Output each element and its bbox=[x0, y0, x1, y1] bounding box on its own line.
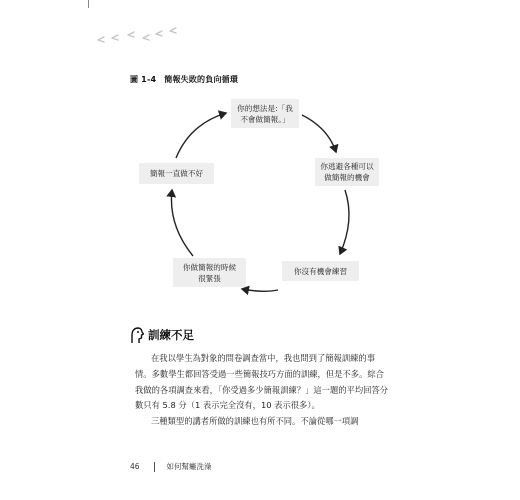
paragraph: 在我以學生為對象的問卷調查當中，我也問到了簡報訓練的事情。多數學生都回答受過一些簡報技巧方面的訓練，但是不多。綜合我做的各項調查來看，「你受過多少簡報訓練？」這一題的平均回答分數只有 5.8 分（1 表示完全沒有，10 表示很多）。 bbox=[135, 353, 389, 411]
arrow-avoid-to-no-practice bbox=[340, 190, 349, 254]
arrow-no-practice-to-nervous bbox=[242, 289, 278, 291]
figure-number: 圖 1-4 bbox=[130, 75, 157, 84]
cycle-node-no-practice: 你沒有機會練習 bbox=[282, 261, 359, 281]
cycle-node-avoid: 你逃避各種可以 做簡報的機會 bbox=[315, 158, 379, 186]
section-heading bbox=[128, 326, 194, 344]
book-title: 如何幫癱洗澡 bbox=[166, 462, 212, 471]
cycle-node-nervous: 你做簡報的時候 很緊張 bbox=[173, 258, 246, 287]
page-footer bbox=[130, 461, 212, 472]
bird-head-icon bbox=[128, 326, 144, 344]
section-title: 訓練不足 bbox=[148, 328, 194, 342]
figure-title: 簡報失敗的負向循環 bbox=[164, 75, 239, 84]
body-text bbox=[135, 351, 390, 430]
cycle-node-thought: 你的想法是:「我 不會做簡報。」 bbox=[231, 99, 299, 128]
cycle-node-bad: 簡報一直做不好 bbox=[139, 163, 214, 184]
page-number: 46 bbox=[130, 462, 140, 471]
arrow-thought-to-avoid bbox=[302, 115, 336, 152]
arrow-nervous-to-bad bbox=[171, 190, 193, 256]
paragraph: 三種類型的講者所做的訓練也有所不同。不論從哪一項調 bbox=[151, 416, 359, 427]
footer-divider bbox=[154, 462, 155, 472]
arrow-bad-to-thought bbox=[176, 113, 226, 158]
